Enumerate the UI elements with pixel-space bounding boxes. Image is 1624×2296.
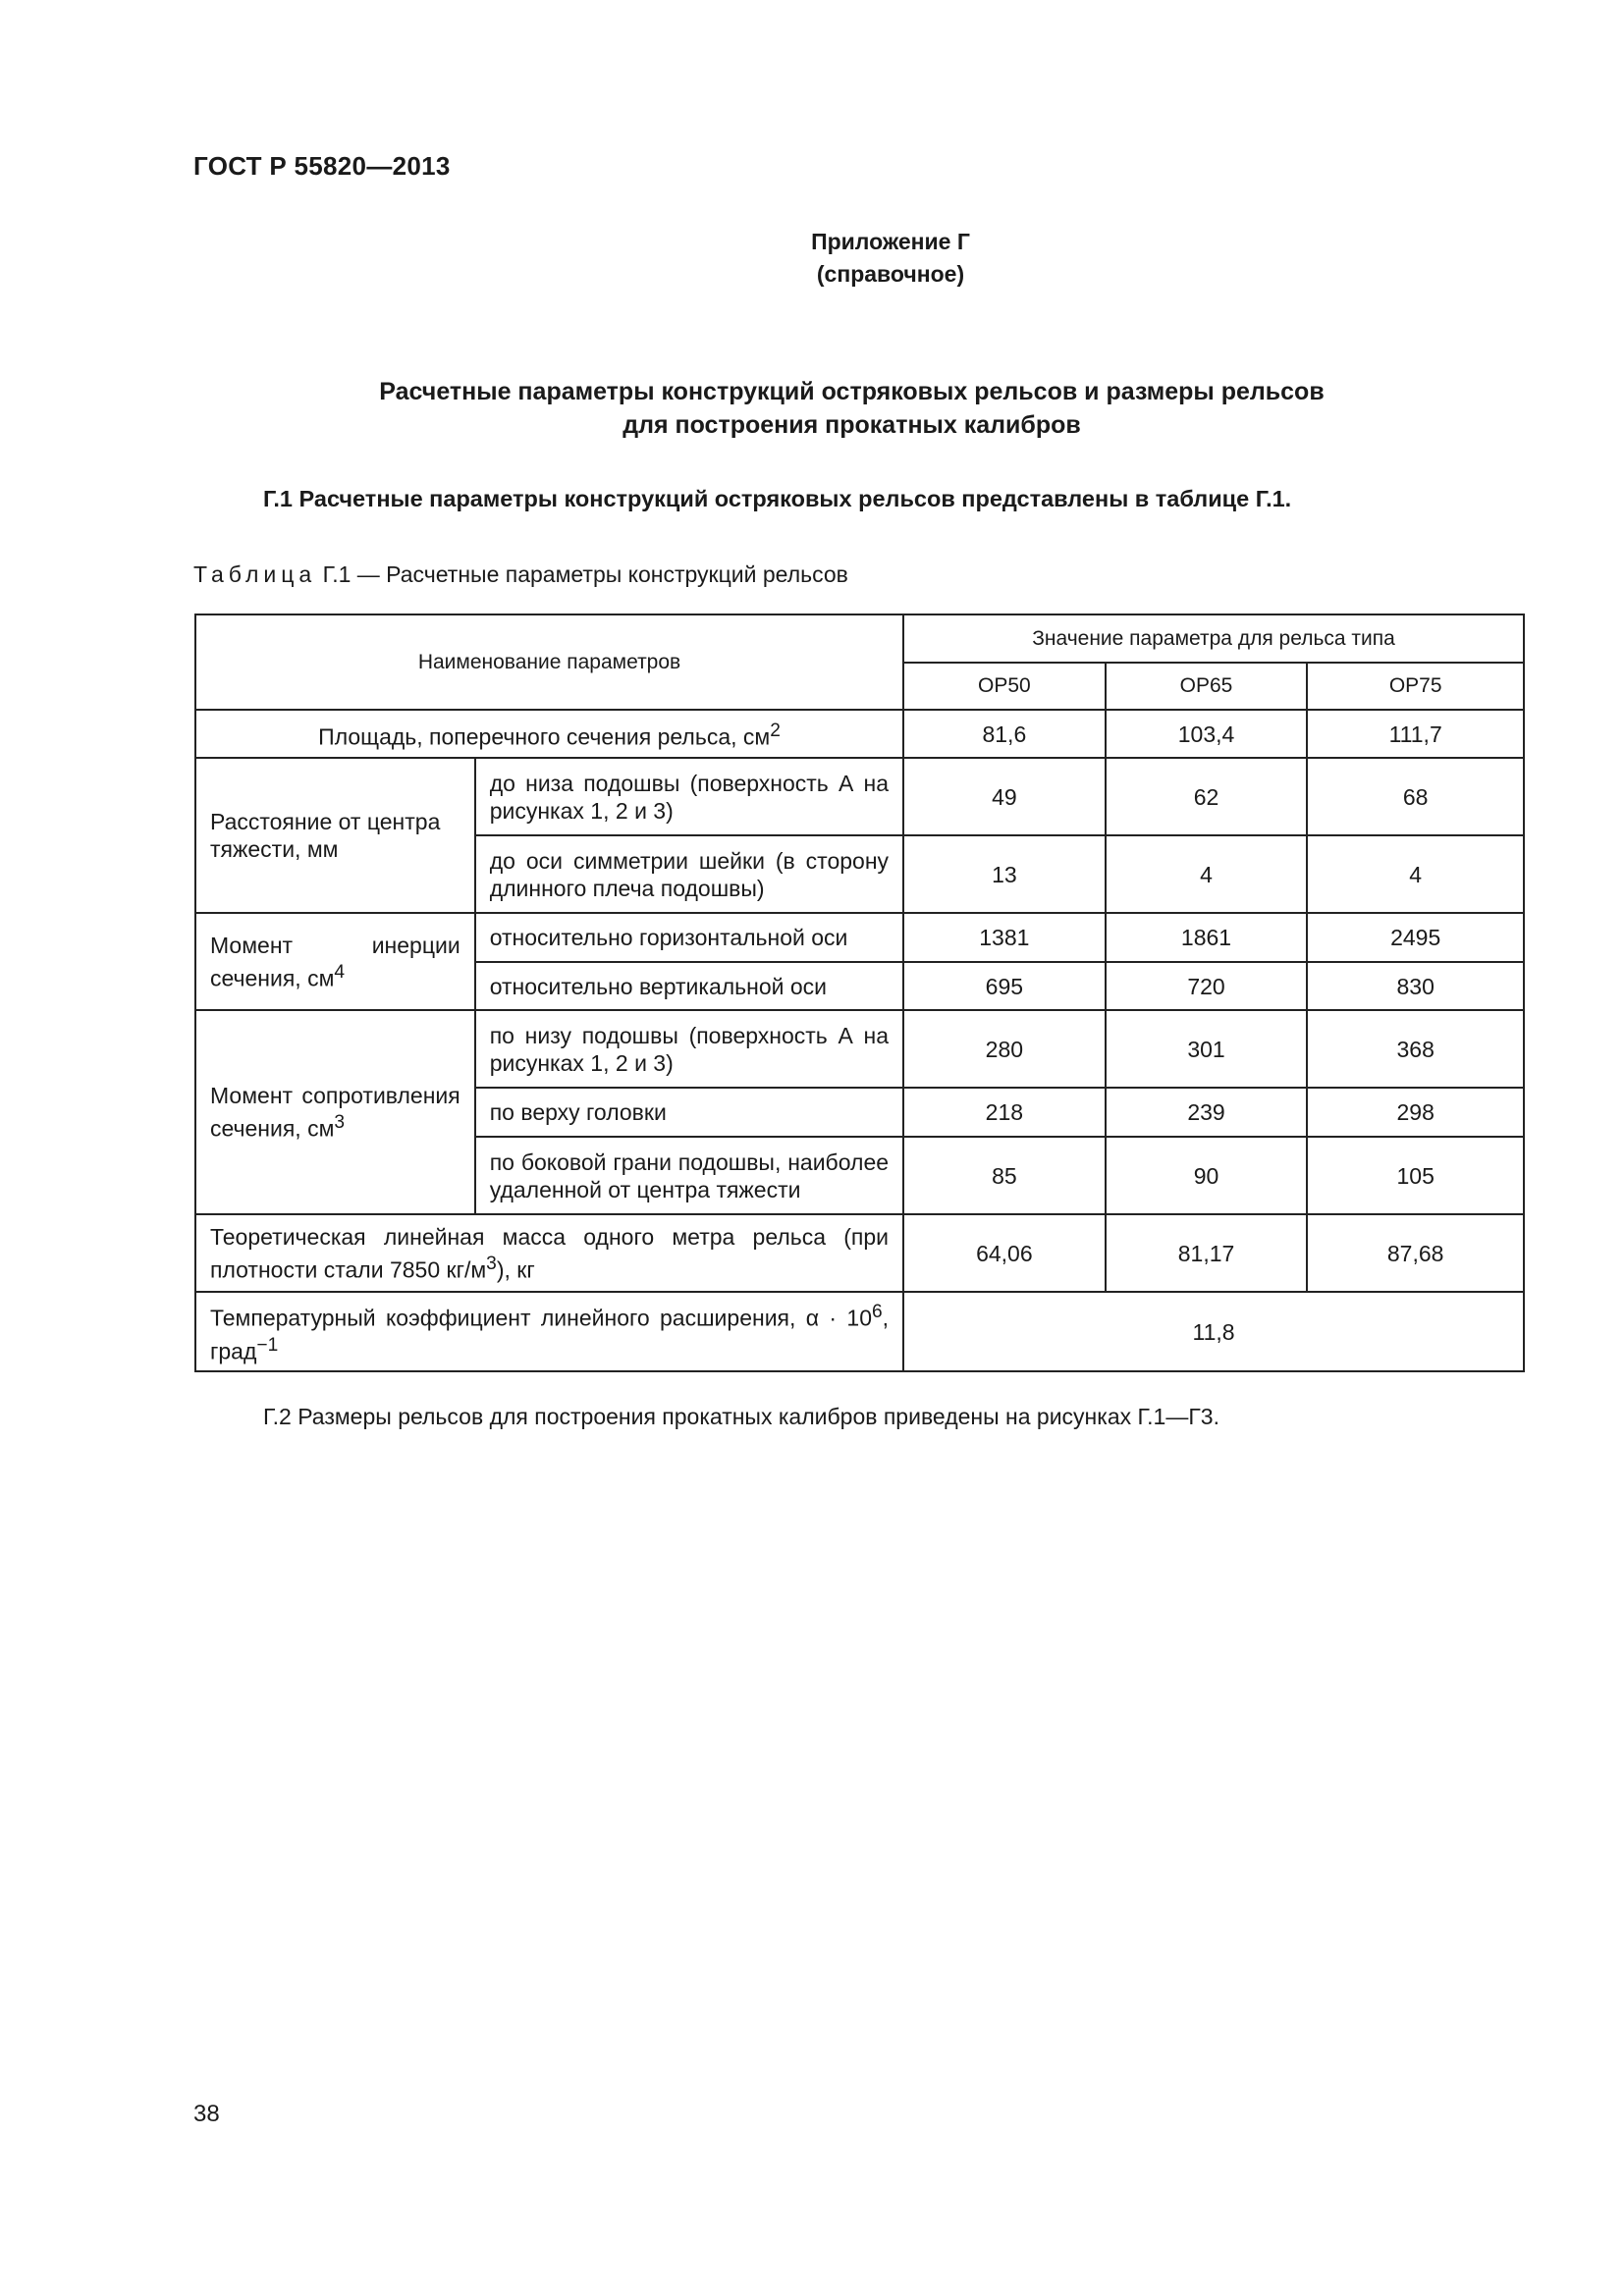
table-row [195,1292,1524,1371]
section-g2-text: Г.2 Размеры рельсов для построения прокатных калибров приведены на рисунках Г.1—Г3. [263,1404,1219,1429]
row-group-distance: Расстояние от центра тяжести, мм [195,758,475,913]
table-row [195,758,1524,835]
cell-value: 4 [1106,835,1308,913]
row-group-inertia: Момент инерции сечения, $см^4$ [195,913,475,1010]
cell-value: 218 [903,1088,1106,1137]
cell-value-thermal: 11,8 [903,1292,1524,1371]
cell-value: 830 [1307,962,1524,1010]
cell-value: 85 [903,1137,1106,1214]
cell-value: 298 [1307,1088,1524,1137]
section-g1-text: Г.1 Расчетные параметры конструкций остряковых рельсов представлены в таблице Г.1. [263,486,1292,511]
table-header-row [195,614,1524,663]
row-label: до оси симметрии шейки (в сторону длинного плеча подошвы) [475,835,903,913]
cell-value: 695 [903,962,1106,1010]
table-caption [193,561,848,588]
cell-value: 111,7 [1307,710,1524,758]
row-label: до низа подошвы (поверхность А на рисунках 1, 2 и 3) [475,758,903,835]
appendix-title: Приложение Г [811,229,970,254]
table-row [195,710,1524,758]
heading-line-1: Расчетные параметры конструкций остряковых рельсов и размеры рельсов [379,378,1325,405]
table-caption-prefix: Таблица [193,561,317,587]
cell-value: 1861 [1106,913,1308,962]
cell-value: 87,68 [1307,1214,1524,1292]
table-row [195,1010,1524,1088]
cell-value: 720 [1106,962,1308,1010]
table-row [195,913,1524,962]
appendix-kind: (справочное) [816,261,965,287]
page-number: 38 [193,2101,220,2127]
document-code: ГОСТ Р 55820—2013 [193,151,451,181]
cell-value: 2495 [1307,913,1524,962]
row-label: относительно вертикальной оси [475,962,903,1010]
row-label: по верху головки [475,1088,903,1137]
cell-value: 301 [1106,1010,1308,1088]
cell-value: 105 [1307,1137,1524,1214]
row-label: относительно горизонтальной оси [475,913,903,962]
cell-value: 90 [1106,1137,1308,1214]
appendix-label [0,226,1624,291]
cell-value: 81,17 [1106,1214,1308,1292]
cell-value: 103,4 [1106,710,1308,758]
cell-value: 1381 [903,913,1106,962]
row-label-thermal: Температурный коэффициент линейного расширения, $\alpha \cdot 10^6$, град$^{-1}$ [195,1292,903,1371]
cell-value: 13 [903,835,1106,913]
table-caption-text: Г.1 — Расчетные параметры конструкций рельсов [316,561,848,587]
table-row [195,1214,1524,1292]
header-type-op65: ОР65 [1106,663,1308,710]
cell-value: 368 [1307,1010,1524,1088]
row-label: по низу подошвы (поверхность А на рисунках 1, 2 и 3) [475,1010,903,1088]
cell-value: 81,6 [903,710,1106,758]
parameters-table [194,614,1525,1372]
header-type-op75: ОР75 [1307,663,1524,710]
cell-value: 64,06 [903,1214,1106,1292]
header-parameter-value: Значение параметра для рельса типа [903,614,1524,663]
row-group-resistance: Момент сопротивления сечения, $см^3$ [195,1010,475,1214]
row-label-mass: Теоретическая линейная масса одного метра рельса (при плотности стали 7850 $кг/м^3$), кг [195,1214,903,1292]
cell-value: 62 [1106,758,1308,835]
header-type-op50: ОР50 [903,663,1106,710]
row-label: по боковой грани подошвы, наиболее удаленной от центра тяжести [475,1137,903,1214]
header-parameter-name: Наименование параметров [195,614,903,710]
cell-value: 239 [1106,1088,1308,1137]
cell-value: 68 [1307,758,1524,835]
page-heading [295,375,1409,442]
cell-value: 4 [1307,835,1524,913]
row-label-area: Площадь, поперечного сечения рельса, $см^2$ [195,710,903,758]
cell-value: 49 [903,758,1106,835]
heading-line-2: для построения прокатных калибров [623,411,1081,439]
cell-value: 280 [903,1010,1106,1088]
